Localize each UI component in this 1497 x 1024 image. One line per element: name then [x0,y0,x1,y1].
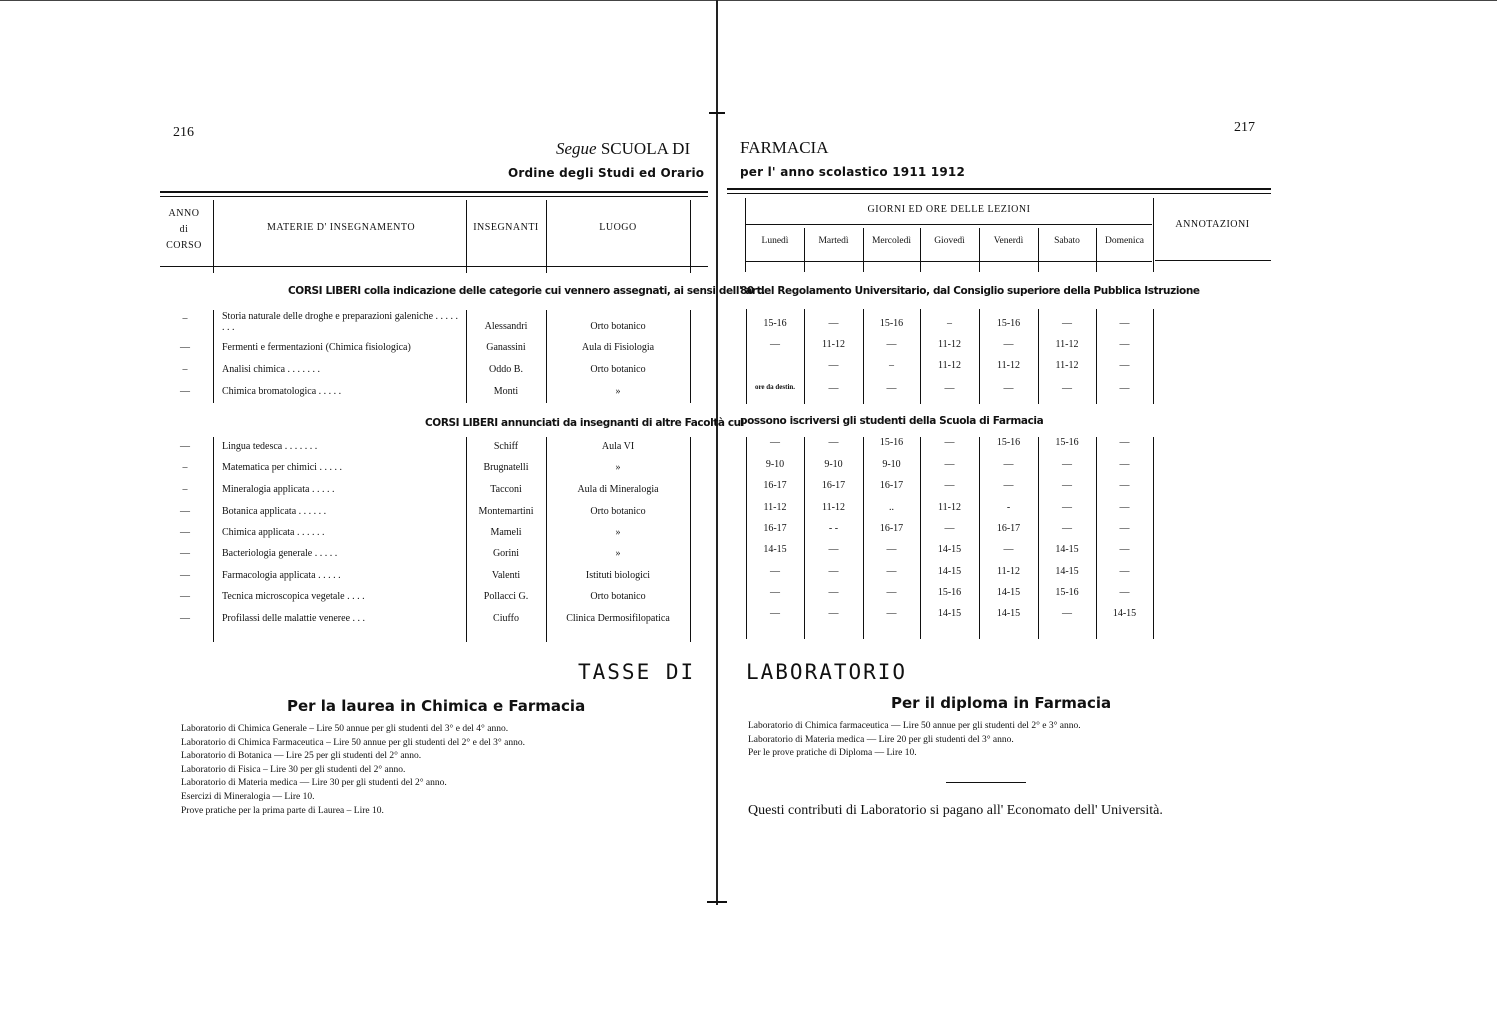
time-cell: — [828,566,839,577]
time-cell: — [828,318,839,329]
time-cell: — [886,544,897,555]
time-cell: 16-17 [821,480,846,491]
time-cell: — [1003,459,1014,470]
time-cell: — [1062,480,1072,491]
time-cell: — [944,383,955,394]
time-cell: — [770,608,780,619]
day-header-cell: Sabato [1054,236,1080,246]
time-cell: — [1119,339,1130,350]
time-cell: – [889,360,894,371]
time-cell: — [944,437,955,448]
time-cell: — [828,360,839,371]
time-cell: — [770,587,780,598]
right-section1-heading: 80 del Regolamento Universitario, dal Consiglio superiore della Pubblica Istruzione [740,285,1200,297]
day-header-cell: Mercoledì [871,236,912,246]
time-cell: 9-10 [824,459,843,470]
time-cell: 16-17 [763,480,787,491]
list-item: Prove pratiche per la prima parte di Laurea – Lire 10. [181,805,384,816]
time-cell: — [944,480,955,491]
time-cell: 16-17 [879,480,904,491]
time-cell: 15-16 [763,318,787,329]
time-cell: — [828,587,839,598]
day-header-cell: Martedì [818,236,849,246]
time-cell: 14-15 [937,566,962,577]
time-cell: 16-17 [879,523,904,534]
time-cell: — [1119,437,1130,448]
time-cell: 14-15 [996,587,1021,598]
tasse-heading: TASSE DI [578,660,696,684]
time-cell: — [886,339,897,350]
right-page-subtitle: per l' anno scolastico 1911 1912 [740,165,966,179]
time-cell: - - [828,523,839,534]
time-cell: — [1119,459,1130,470]
time-cell: 9-10 [882,459,901,470]
diploma-heading: Per il diploma in Farmacia [891,694,1112,712]
time-cell: 11-12 [938,360,961,371]
col-insegnanti-header: INSEGNANTI [473,222,539,233]
time-cell: 14-15 [937,544,962,555]
time-cell: — [1119,480,1130,491]
right-section2-heading: possono iscriversi gli studenti della Scuola di Farmacia [740,415,1044,427]
time-cell: — [1119,318,1130,329]
time-cell: 14-15 [1112,608,1137,619]
time-cell: ore da destin. [754,383,796,391]
list-item: Laboratorio di Fisica – Lire 30 per gli studenti del 2° anno. [181,764,406,775]
time-cell: — [944,459,955,470]
left-page-title: Segue SCUOLA DI [556,139,691,158]
time-cell: — [1003,383,1014,394]
closing-note: Questi contributi di Laboratorio si pagano all' Economato dell' Università. [748,803,1163,818]
time-cell: 11-12 [763,502,787,513]
time-cell: — [1062,383,1072,394]
left-section1-heading: CORSI LIBERI colla indicazione delle categorie cui vennero assegnati, ai sensi dell' art. [288,285,765,297]
list-item: Laboratorio di Chimica farmaceutica — Lire 50 annue per gli studenti del 2° e 3° anno. [748,721,1081,731]
col-materie-header: MATERIE D' INSEGNAMENTO [266,222,416,233]
time-cell: 11-12 [938,502,961,513]
time-cell: — [886,566,897,577]
time-cell: 14-15 [763,544,787,555]
time-cell: — [1119,360,1130,371]
time-cell: — [1062,608,1072,619]
time-cell: 16-17 [996,523,1021,534]
time-cell: 11-12 [822,502,845,513]
spine-mark-bottom [707,901,727,903]
laboratorio-heading: LABORATORIO [746,660,908,684]
time-cell: 11-12 [997,566,1020,577]
time-cell: — [1003,480,1014,491]
day-header-cell: Giovedì [934,236,965,246]
time-cell: — [1062,459,1072,470]
time-cell: 14-15 [1055,566,1079,577]
col-luogo-header: LUOGO [599,222,637,233]
left-section2-heading: CORSI LIBERI annunciati da insegnanti di altre Facoltà cui [425,417,744,429]
left-page-subtitle: Ordine degli Studi ed Orario [508,166,705,180]
list-item: Laboratorio di Materia medica — Lire 20 per gli studenti del 3° anno. [748,734,1014,745]
time-cell: 11-12 [938,339,961,350]
time-cell: 11-12 [1055,339,1079,350]
time-cell: 14-15 [1055,544,1079,555]
time-cell: — [1003,339,1014,350]
time-cell: — [886,608,897,619]
time-cell: 16-17 [763,523,787,534]
time-cell: — [770,566,780,577]
time-cell: — [1119,502,1130,513]
laurea-fees-list [181,723,525,818]
time-cell: 14-15 [996,608,1021,619]
list-item: Laboratorio di Materia medica — Lire 30 per gli studenti del 2° anno. [181,778,447,789]
time-cell: — [1119,587,1130,598]
giorni-header: GIORNI ED ORE DELLE LEZIONI [867,204,1031,215]
book-spine [716,0,718,905]
time-cell: 11-12 [997,360,1020,371]
right-page-title: FARMACIA [740,138,829,157]
day-header-cell: Domenica [1104,236,1145,246]
time-cell: — [828,437,839,448]
list-item: Laboratorio di Chimica Generale – Lire 50 annue per gli studenti del 3° e del 4° anno. [181,724,509,734]
time-cell: 15-16 [879,437,904,448]
laurea-heading: Per la laurea in Chimica e Farmacia [287,697,586,715]
time-cell: 9-10 [765,459,785,470]
time-cell: 15-16 [1055,587,1079,598]
diploma-fees-list [748,720,1081,761]
time-cell: 15-16 [996,318,1021,329]
time-cell: — [886,383,897,394]
time-cell: 15-16 [879,318,904,329]
list-item: Per le prove pratiche di Diploma — Lire 10. [748,748,917,759]
time-cell: 11-12 [822,339,845,350]
table-row: – Storia naturale delle droghe e preparazioni galeniche . . . . . . . . Alessandri Orto botanico [182,311,646,333]
time-cell: 15-16 [996,437,1021,448]
time-cell: — [886,587,897,598]
time-cell: — [828,544,839,555]
time-cell: - [1006,502,1011,513]
spine-mark-top [709,112,725,114]
time-cell: — [1062,318,1072,329]
day-header-cell: Lunedì [761,236,789,246]
right-page-number: 217 [1234,120,1255,135]
time-cell: — [1119,383,1130,394]
time-cell: – [947,318,952,329]
time-cell: — [828,608,839,619]
list-item: Laboratorio di Chimica Farmaceutica – Lire 50 annue per gli studenti del 2° e del 3° anno. [181,737,525,748]
time-cell: — [828,383,839,394]
time-cell: 11-12 [1055,360,1079,371]
time-cell: — [944,523,955,534]
time-cell: — [1119,523,1130,534]
time-cell: — [1062,502,1072,513]
list-item: Laboratorio di Botanica — Lire 25 per gli studenti del 2° anno. [181,751,422,762]
time-cell: — [1062,523,1072,534]
time-cell: — [1119,566,1130,577]
time-cell: — [770,437,780,448]
time-cell: 14-15 [937,608,962,619]
time-cell: 15-16 [937,587,962,598]
time-cell: .. [889,502,894,513]
left-page-number: 216 [173,125,194,140]
list-item: Esercizi di Mineralogia — Lire 10. [181,791,315,802]
time-cell: 15-16 [1055,437,1079,448]
day-header-cell: Venerdì [993,236,1024,246]
annotazioni-header: ANNOTAZIONI [1175,219,1250,230]
time-cell: — [770,339,780,350]
time-cell: — [1119,544,1130,555]
col-anno-header: ANNO di CORSO [166,208,202,251]
time-cell: — [1003,544,1014,555]
